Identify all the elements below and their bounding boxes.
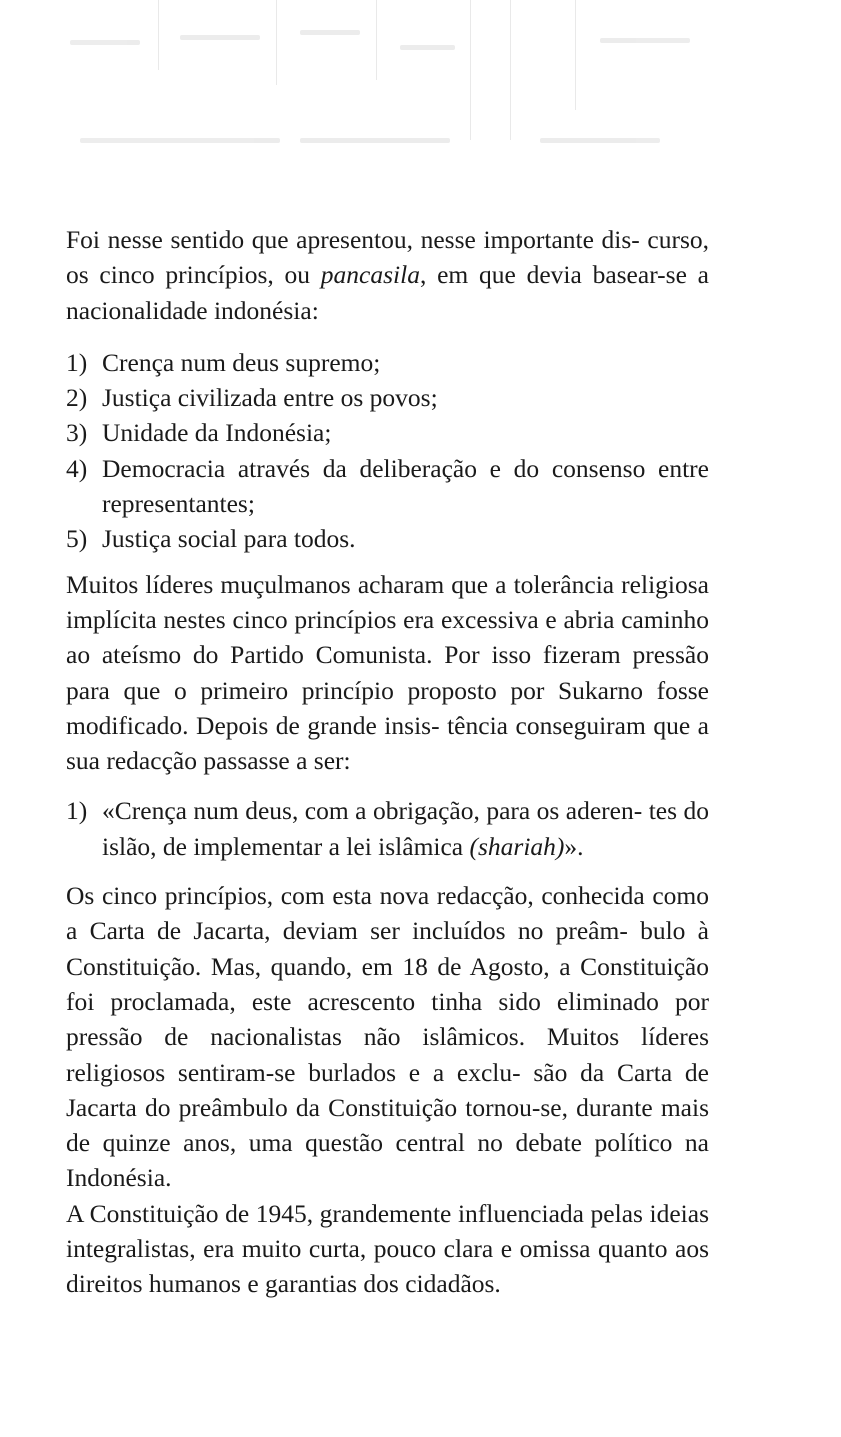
revised-principle-text: «Crença num deus, com a obrigação, para os aderen- tes do islão, de implementar a lei islâmica	[102, 796, 709, 861]
paragraph-intro	[66, 222, 709, 328]
list-item	[66, 345, 709, 380]
list-item-text: Crença num deus supremo;	[102, 347, 381, 377]
list-item-text: Justiça social para todos.	[102, 524, 356, 554]
body-text	[66, 222, 709, 1302]
intro-text-before: Foi nesse sentido que apresentou, nesse importante dis- curso, os cinco princípios, ou	[66, 225, 709, 290]
intro-text-after: , em que devia basear-se a nacionalidade indonésia:	[66, 260, 709, 325]
list-item-text: Justiça civilizada entre os povos;	[102, 383, 438, 413]
bleed-through-artifact	[40, 0, 810, 150]
list-item-text: Democracia através da deliberação e do consenso entre representantes;	[102, 453, 709, 519]
shariah-term: (shariah)	[469, 831, 565, 861]
list-item	[66, 793, 709, 864]
list-item-number: 1)	[66, 347, 88, 377]
paragraph-muslim-leaders: Muitos líderes muçulmanos acharam que a tolerância religiosa implícita nestes cinco princípios era excessiva e abria caminho ao ateísmo do Partido Comunista. Por isso fizeram pressão para que o primeiro princípio proposto por Sukarno fosse modificado. Depois de grande insis- tência conseguiram que a sua redacção passasse a ser:	[66, 569, 709, 776]
paragraph-constitution-1945: A Constituição de 1945, grandemente influenciada pelas ideias integralistas, era muito curta, pouco clara e omissa quanto aos direitos humanos e garantias dos cidadãos.	[66, 1198, 709, 1299]
list-item-number: 4)	[66, 453, 88, 483]
list-item-number: 1)	[66, 796, 88, 826]
paragraph-jakarta-charter: Os cinco princípios, com esta nova redacção, conhecida como a Carta de Jacarta, deviam ser incluídos no preâm- bulo à Constituição. Mas, quando, em 18 de Agosto, a Constituição foi proclamada, este acrescento tinha sido eliminado por pressão de nacionalistas não islâmicos. Muitos líderes religiosos sentiram-se burlados e a exclu- são da Carta de Jacarta do preâmbulo da Constituição tornou-se, durante mais de quinze anos, uma questão central no debate político na Indonésia.	[66, 881, 709, 1193]
principles-list	[66, 345, 709, 557]
list-item-number: 3)	[66, 418, 88, 448]
pancasila-term: pancasila	[320, 260, 420, 290]
list-item-number: 5)	[66, 524, 88, 554]
list-item-number: 2)	[66, 383, 88, 413]
list-item	[66, 380, 709, 415]
list-item-text: Unidade da Indonésia;	[102, 418, 332, 448]
list-item	[66, 521, 709, 556]
revised-principle-list	[66, 793, 709, 864]
list-item	[66, 451, 709, 522]
revised-principle-close: ».	[564, 831, 584, 861]
list-item	[66, 415, 709, 450]
